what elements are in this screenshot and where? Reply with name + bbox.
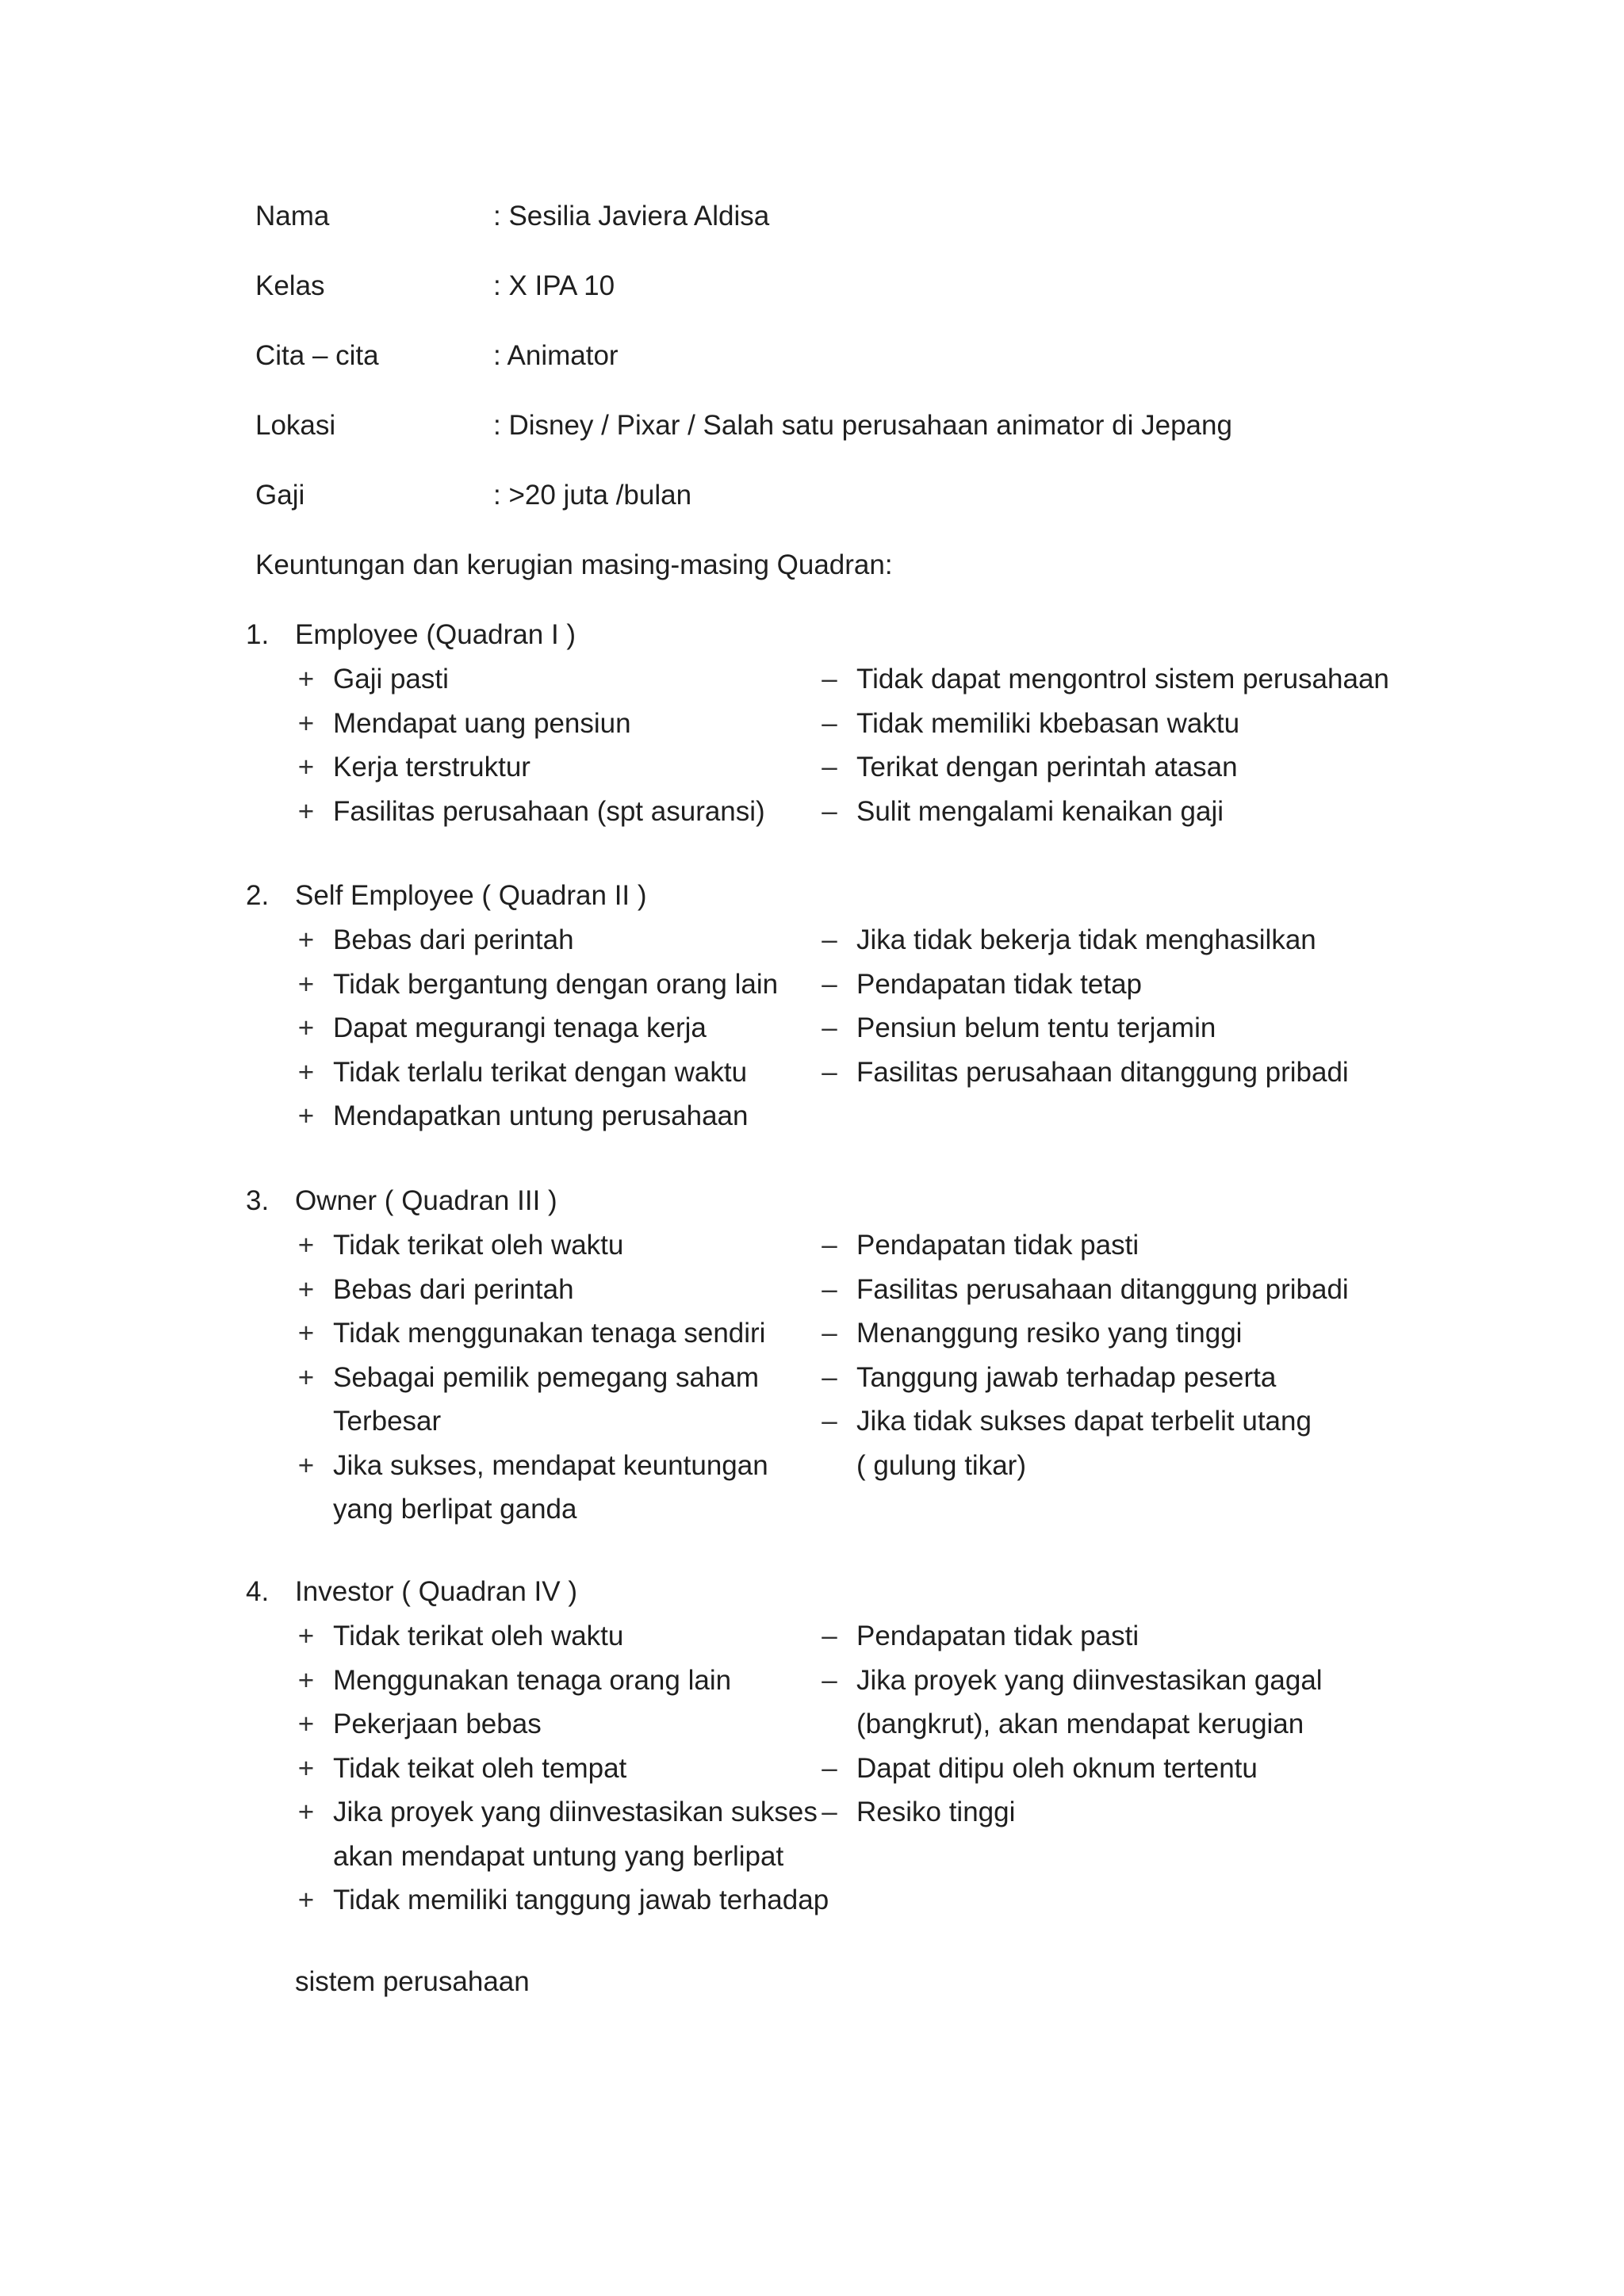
minus-icon: – (822, 1406, 837, 1437)
advantages-list (293, 918, 864, 1138)
item-text: Tidak menggunakan tenaga sendiri (333, 1318, 766, 1349)
item-text: Dapat megurangi tenaga kerja (333, 1012, 707, 1043)
item-text: Pekerjaan bebas (333, 1709, 542, 1739)
disadvantages-list (817, 1614, 1419, 1835)
disadvantage-item (817, 1614, 1419, 1659)
minus-icon: – (822, 1273, 837, 1305)
minus-icon: – (822, 1797, 837, 1827)
minus-icon: – (822, 968, 837, 1000)
item-text-line: akan mendapat untung yang berlipat (333, 1840, 784, 1872)
section-heading (246, 613, 1483, 657)
plus-icon: + (297, 924, 315, 955)
plus-icon: + (297, 795, 315, 827)
disadvantages-list (817, 918, 1419, 1094)
disadvantage-item (817, 790, 1419, 834)
plus-icon: + (297, 1273, 315, 1305)
section-number: 4. (246, 1576, 270, 1607)
section-heading (246, 1179, 1483, 1223)
item-text: Bebas dari perintah (333, 924, 574, 955)
disadvantage-item (817, 1747, 1419, 1791)
item-text: Mendapatkan untung perusahaan (333, 1100, 749, 1131)
disadvantage-item (817, 657, 1419, 702)
item-text: Tidak memiliki kbebasan waktu (856, 707, 1240, 739)
minus-icon: – (822, 1361, 837, 1393)
minus-icon: – (822, 1318, 837, 1349)
info-value: : Animator (493, 340, 619, 371)
plus-icon: + (297, 1797, 315, 1827)
plus-icon: + (297, 1056, 315, 1088)
info-value: : Sesilia Javiera Aldisa (493, 201, 770, 232)
item-text: Resiko tinggi (856, 1797, 1016, 1827)
item-text: Tidak terikat oleh waktu (333, 1621, 624, 1651)
section-number: 2. (246, 880, 270, 911)
quadrant-section (246, 874, 1483, 1138)
advantage-item (293, 1311, 864, 1356)
plus-icon: + (297, 1664, 315, 1696)
plus-icon: + (297, 1885, 315, 1915)
plus-icon: + (297, 664, 315, 695)
plus-icon: + (297, 1100, 315, 1131)
minus-icon: – (822, 1664, 837, 1696)
minus-icon: – (822, 1752, 837, 1784)
advantage-item (293, 745, 864, 790)
minus-icon: – (822, 1230, 837, 1261)
advantage-item (293, 790, 864, 834)
item-text: Fasilitas perusahaan (spt asuransi) (333, 795, 765, 827)
advantage-item (293, 1702, 864, 1747)
disadvantage-item (817, 1790, 1419, 1835)
plus-icon: + (297, 1709, 315, 1739)
plus-icon: + (297, 1230, 315, 1261)
advantage-item (293, 1094, 864, 1138)
advantages-list (293, 1614, 864, 1923)
item-text-line: (bangkrut), akan mendapat kerugian (856, 1709, 1304, 1739)
info-value: : X IPA 10 (493, 270, 615, 301)
section-title: Employee (Quadran I ) (295, 619, 576, 650)
advantage-item (293, 1223, 864, 1268)
quadrant-section (246, 613, 1483, 833)
advantage-item (293, 1356, 864, 1444)
disadvantage-item (817, 962, 1419, 1007)
advantage-item (293, 1747, 864, 1791)
item-text: Mendapat uang pensiun (333, 707, 631, 739)
minus-icon: – (822, 1012, 837, 1043)
item-text: Menggunakan tenaga orang lain (333, 1664, 732, 1696)
plus-icon: + (297, 1449, 315, 1481)
disadvantage-item (817, 1356, 1419, 1400)
section-heading (246, 874, 1483, 918)
item-text-line: Jika tidak sukses dapat terbelit utang (856, 1406, 1312, 1437)
info-value: : >20 juta /bulan (493, 480, 692, 511)
item-text-line: Sebagai pemilik pemegang saham (333, 1361, 759, 1393)
disadvantage-item (817, 1006, 1419, 1050)
info-label: Kelas (255, 270, 325, 301)
section-title: Owner ( Quadran III ) (295, 1185, 557, 1216)
item-text: Tidak terikat oleh waktu (333, 1230, 624, 1261)
advantages-list (293, 1223, 864, 1532)
item-text: Terikat dengan perintah atasan (856, 752, 1238, 783)
advantage-item (293, 1050, 864, 1095)
quadrant-section (246, 1570, 1483, 1923)
info-value: : Disney / Pixar / Salah satu perusahaan animator di Jepang (493, 410, 1232, 441)
pros-cons-columns (246, 1614, 1483, 1923)
plus-icon: + (297, 707, 315, 739)
pros-cons-columns (246, 657, 1483, 833)
item-text: Pensiun belum tentu terjamin (856, 1012, 1216, 1043)
trailing-text: sistem perusahaan (295, 1966, 530, 1997)
item-text: Fasilitas perusahaan ditanggung pribadi (856, 1273, 1349, 1305)
item-text: Sulit mengalami kenaikan gaji (856, 795, 1224, 827)
disadvantage-item (817, 745, 1419, 790)
item-text-line: Jika proyek yang diinvestasikan gagal (856, 1664, 1323, 1696)
plus-icon: + (297, 752, 315, 783)
item-text: Tidak memiliki tanggung jawab terhadap (333, 1885, 829, 1915)
item-text: Menanggung resiko yang tinggi (856, 1318, 1243, 1349)
plus-icon: + (297, 1012, 315, 1043)
plus-icon: + (297, 1361, 315, 1393)
item-text: Tanggung jawab terhadap peserta (856, 1361, 1277, 1393)
item-text-line: Jika sukses, mendapat keuntungan (333, 1449, 768, 1481)
item-text-line: Jika proyek yang diinvestasikan sukses (333, 1797, 818, 1827)
disadvantage-item (817, 1311, 1419, 1356)
disadvantage-item (817, 1050, 1419, 1095)
minus-icon: – (822, 924, 837, 955)
disadvantage-item (817, 1659, 1419, 1747)
plus-icon: + (297, 1752, 315, 1784)
item-text: Tidak terlalu terikat dengan waktu (333, 1056, 748, 1088)
item-text: Gaji pasti (333, 664, 449, 695)
disadvantages-list (817, 1223, 1419, 1487)
item-text-line: Terbesar (333, 1406, 442, 1437)
minus-icon: – (822, 752, 837, 783)
plus-icon: + (297, 1318, 315, 1349)
section-number: 3. (246, 1185, 270, 1216)
item-text: Tidak dapat mengontrol sistem perusahaan (856, 664, 1389, 695)
disadvantage-item (817, 1399, 1419, 1487)
advantage-item (293, 1006, 864, 1050)
pros-cons-columns (246, 918, 1483, 1138)
item-text: Bebas dari perintah (333, 1273, 574, 1305)
item-text: Tidak teikat oleh tempat (333, 1752, 627, 1784)
intro-text: Keuntungan dan kerugian masing-masing Quadran: (255, 549, 893, 580)
pros-cons-columns (246, 1223, 1483, 1532)
disadvantages-list (817, 657, 1419, 833)
advantage-item (293, 1790, 864, 1878)
advantage-item (293, 657, 864, 702)
item-text: Tidak bergantung dengan orang lain (333, 968, 779, 1000)
disadvantage-item (817, 918, 1419, 962)
section-title: Self Employee ( Quadran II ) (295, 880, 647, 911)
minus-icon: – (822, 707, 837, 739)
minus-icon: – (822, 664, 837, 695)
advantage-item (293, 918, 864, 962)
minus-icon: – (822, 1621, 837, 1651)
advantages-list (293, 657, 864, 833)
item-text-line: yang berlipat ganda (333, 1494, 577, 1525)
item-text: Pendapatan tidak pasti (856, 1621, 1139, 1651)
section-heading (246, 1570, 1483, 1614)
section-number: 1. (246, 619, 270, 650)
plus-icon: + (297, 968, 315, 1000)
item-text: Pendapatan tidak pasti (856, 1230, 1139, 1261)
item-text: Pendapatan tidak tetap (856, 968, 1143, 1000)
item-text: Jika tidak bekerja tidak menghasilkan (856, 924, 1316, 955)
disadvantage-item (817, 1223, 1419, 1268)
minus-icon: – (822, 1056, 837, 1088)
advantage-item (293, 1444, 864, 1532)
info-label: Nama (255, 201, 330, 232)
advantage-item (293, 1268, 864, 1312)
item-text: Fasilitas perusahaan ditanggung pribadi (856, 1056, 1349, 1088)
info-label: Lokasi (255, 410, 336, 441)
info-label: Gaji (255, 480, 305, 511)
advantage-item (293, 1614, 864, 1659)
disadvantage-item (817, 702, 1419, 746)
plus-icon: + (297, 1621, 315, 1651)
advantage-item (293, 1659, 864, 1703)
section-title: Investor ( Quadran IV ) (295, 1576, 577, 1607)
advantage-item (293, 702, 864, 746)
item-text: Dapat ditipu oleh oknum tertentu (856, 1752, 1258, 1784)
info-label: Cita – cita (255, 340, 379, 371)
advantage-item (293, 962, 864, 1007)
minus-icon: – (822, 795, 837, 827)
disadvantage-item (817, 1268, 1419, 1312)
quadrant-section (246, 1179, 1483, 1532)
item-text-line: ( gulung tikar) (856, 1449, 1026, 1481)
item-text: Kerja terstruktur (333, 752, 530, 783)
advantage-item (293, 1878, 864, 1923)
